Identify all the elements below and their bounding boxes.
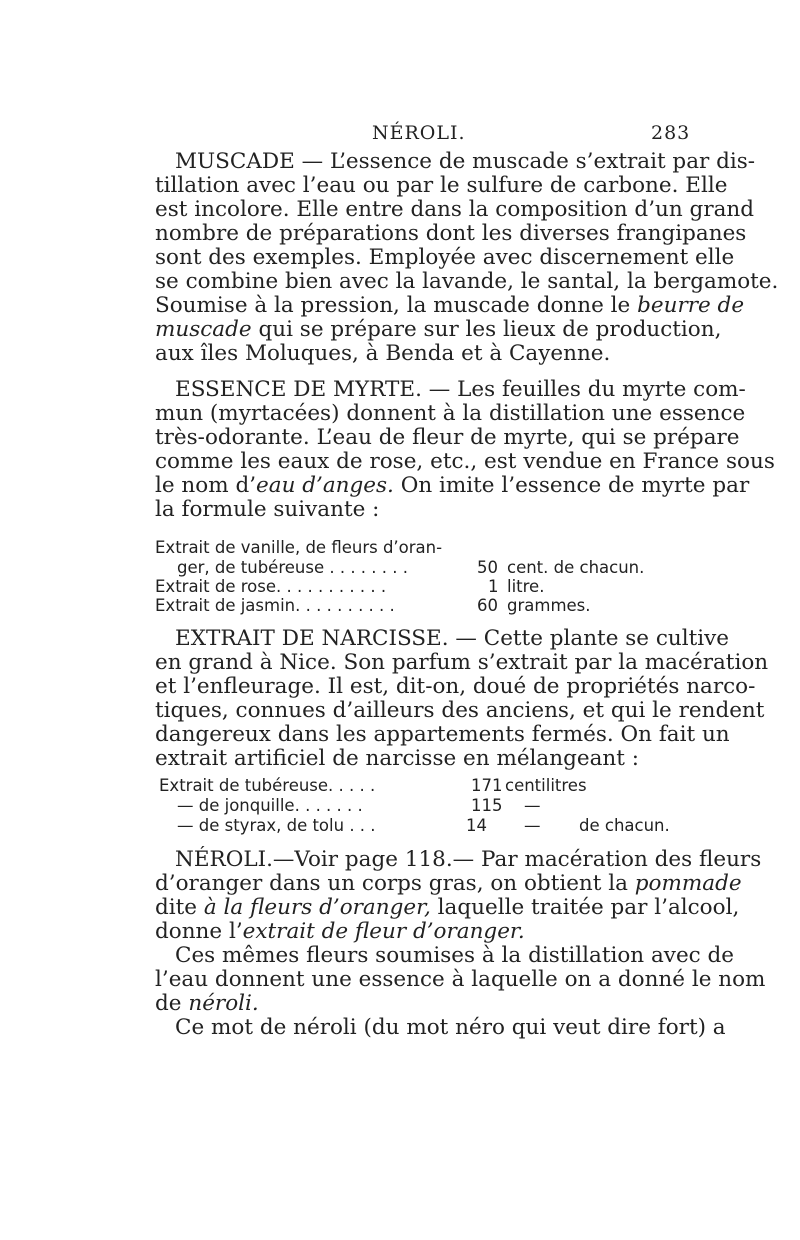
formula-label: Extrait de tubéreuse. . . . . — [159, 776, 376, 795]
text-line — [155, 473, 750, 498]
text-line: Ce mot de néroli (du mot néro qui veut dire fort) a — [175, 1015, 726, 1040]
text-line: et l’enfleurage. Il est, dit-on, doué de propriétés narco- — [155, 674, 756, 699]
text-line: tillation avec l’eau ou par le sulfure de carbone. Elle — [155, 173, 728, 198]
italic-term: beurre de — [637, 293, 745, 318]
formula-qty: 1 — [488, 577, 499, 596]
text-line — [155, 871, 742, 896]
formula-label: — de styrax, de tolu . . . — [177, 816, 376, 835]
formula-qty: 171 — [471, 776, 503, 795]
italic-term: néroli. — [188, 991, 259, 1016]
text-span: laquelle traitée par l’alcool, — [437, 895, 740, 920]
formula-note: de chacun. — [579, 816, 670, 835]
text-line: sont des exemples. Employée avec discernement elle — [155, 245, 735, 270]
italic-term: eau d’anges. — [256, 473, 394, 498]
text-line — [155, 317, 722, 342]
formula-unit: cent. de chacun. — [507, 558, 645, 577]
running-head-title: NÉROLI. — [372, 122, 466, 144]
text-line: mun (myrtacées) donnent à la distillation une essence — [155, 401, 746, 426]
formula-label: Extrait de jasmin. . . . . . . . . . — [155, 596, 395, 615]
text-span: Soumise à la pression, la muscade donne le — [155, 293, 631, 318]
formula-unit: centilitres — [505, 776, 587, 795]
formula-label: Extrait de vanille, de fleurs d’oran- — [155, 538, 443, 557]
text-line: tiques, connues d’ailleurs des anciens, et qui le rendent — [155, 698, 765, 723]
text-span: On imite l’essence de myrte par — [393, 473, 750, 498]
text-line — [155, 992, 686, 1016]
text-line: ESSENCE DE MYRTE. — Les feuilles du myrte com- — [175, 377, 746, 402]
formula-label: Extrait de rose. . . . . . . . . . . — [155, 577, 387, 596]
text-span: d’oranger dans un corps gras, on obtient la — [155, 871, 628, 896]
page-number: 283 — [651, 122, 691, 144]
formula-qty: 50 — [477, 558, 498, 577]
text-line: en grand à Nice. Son parfum s’extrait par la macération — [155, 650, 769, 675]
text-line: comme les eaux de rose, etc., est vendue en France sous — [155, 449, 775, 474]
formula-qty: 14 — [466, 816, 487, 835]
formula-unit: litre. — [507, 577, 545, 596]
text-line: NÉROLI.—Voir page 118.— Par macération des fleurs — [175, 847, 762, 872]
italic-term: à la fleurs d’oranger, — [203, 895, 431, 920]
text-span: donne l’ — [155, 919, 243, 944]
text-line: Ces mêmes fleurs soumises à la distillation avec de — [175, 943, 735, 968]
text-span: de — [155, 991, 182, 1016]
text-line: la formule suivante : — [155, 497, 380, 522]
text-line: EXTRAIT DE NARCISSE. — Cette plante se cultive — [175, 626, 729, 651]
text-span: le nom d’ — [155, 473, 257, 498]
text-line — [155, 293, 745, 318]
italic-term: pommade — [634, 871, 742, 896]
formula-label: — de jonquille. . . . . . . — [177, 796, 363, 815]
formula-qty: 115 — [471, 796, 503, 815]
text-span: dite — [155, 895, 198, 920]
text-line — [155, 895, 740, 920]
text-line: très-odorante. L’eau de fleur de myrte, qui se prépare — [155, 425, 740, 450]
text-span: qui se prépare sur les lieux de production, — [258, 317, 722, 342]
italic-term: muscade — [155, 317, 252, 342]
text-line: aux îles Moluques, à Benda et à Cayenne. — [155, 341, 611, 366]
formula-qty: 60 — [477, 596, 498, 615]
text-line: se combine bien avec la lavande, le santal, la bergamote. — [155, 269, 779, 294]
text-line: est incolore. Elle entre dans la composition d’un grand — [155, 197, 755, 222]
formula-unit: — — [524, 796, 541, 815]
formula-unit: — — [524, 816, 541, 835]
italic-term: extrait de fleur d’oranger. — [242, 919, 525, 944]
text-line: nombre de préparations dont les diverses frangipanes — [155, 221, 747, 246]
text-line: dangereux dans les appartements fermés. On fait un — [155, 722, 730, 747]
text-line — [155, 920, 686, 944]
text-line: l’eau donnent une essence à laquelle on a donné le nom — [155, 967, 766, 992]
text-line: extrait artificiel de narcisse en mélangeant : — [155, 746, 639, 771]
formula-label: ger, de tubéreuse . . . . . . . . — [177, 558, 409, 577]
text-line: MUSCADE — L’essence de muscade s’extrait par dis- — [175, 149, 756, 174]
formula-unit: grammes. — [507, 596, 591, 615]
